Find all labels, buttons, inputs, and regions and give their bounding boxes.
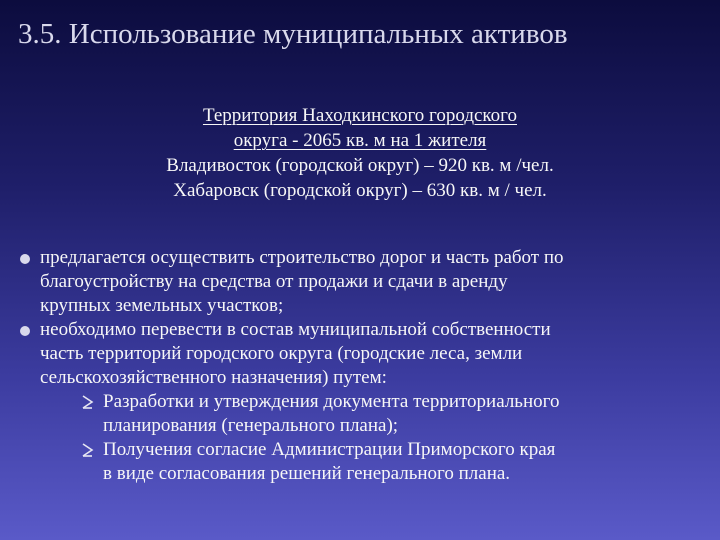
sub-bullet-line: планирования (генерального плана); xyxy=(103,415,399,436)
territory-summary xyxy=(0,103,720,203)
sub-bullet-line: Разработки и утверждения документа территориального xyxy=(103,391,560,412)
territory-line-2: округа - 2065 кв. м на 1 жителя xyxy=(233,130,487,151)
territory-line-1: Территория Находкинского городского xyxy=(202,105,518,126)
sub-bullet-item-plan xyxy=(20,390,710,438)
bullet-item-transfer xyxy=(20,318,710,390)
bullet-line: предлагается осуществить строительство дорог и часть работ по xyxy=(40,247,564,268)
bullet-line: необходимо перевести в состав муниципальной собственности xyxy=(40,319,551,340)
arrow-bullet-icon xyxy=(80,438,96,462)
arrow-bullet-icon xyxy=(80,390,96,414)
bullet-line: крупных земельных участков; xyxy=(40,295,284,316)
sub-bullet-line: в виде согласования решений генерального плана. xyxy=(103,463,511,484)
bullet-item-roads xyxy=(20,246,710,318)
khabarovsk-line: Хабаровск (городской округ) – 630 кв. м / чел. xyxy=(173,180,547,201)
vladivostok-line: Владивосток (городской округ) – 920 кв. м /чел. xyxy=(166,155,554,176)
slide-title: 3.5. Использование муниципальных активов xyxy=(18,18,568,50)
bullet-line: сельскохозяйственного назначения) путем: xyxy=(40,367,387,388)
bullet-list xyxy=(20,246,710,486)
bullet-dot-icon xyxy=(20,326,30,336)
bullet-line: благоустройству на средства от продажи и сдачи в аренду xyxy=(40,271,508,292)
bullet-line: часть территорий городского округа (городские леса, земли xyxy=(40,343,523,364)
sub-bullet-line: Получения согласие Администрации Приморского края xyxy=(103,439,556,460)
bullet-dot-icon xyxy=(20,254,30,264)
sub-bullet-item-approval xyxy=(20,438,710,486)
